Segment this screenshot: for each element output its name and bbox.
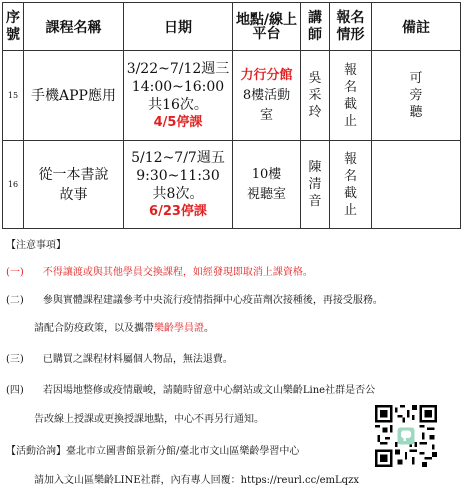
- date-range: 3/22~7/12週三: [126, 60, 230, 77]
- date-range: 5/12~7/7週五: [131, 149, 225, 166]
- note-2-continued: 請配合防疫政策，以及攜帶樂齡學員證。: [34, 323, 214, 334]
- table-header-row: [3, 3, 461, 51]
- suspension-note: 4/5停課: [153, 114, 203, 130]
- header-teacher: 講師: [301, 3, 330, 51]
- header-status: 報名情形: [330, 3, 372, 51]
- course-note: [372, 141, 461, 229]
- row-seq: 15: [3, 51, 24, 141]
- location-branch: 力行分館: [240, 67, 293, 83]
- header-note: 備註: [372, 3, 461, 51]
- course-date: [124, 51, 233, 141]
- course-name: 從一本書說 故事: [24, 141, 124, 229]
- header-location: 地點/線上平台: [233, 3, 301, 51]
- row-seq: 16: [3, 141, 24, 229]
- note-3: (三) 已購買之課程材料屬個人物品，無法退費。: [6, 354, 233, 365]
- date-count: 共8次。: [152, 185, 204, 202]
- course-teacher: 吳采玲: [301, 51, 330, 141]
- notes-heading: 【注意事項】: [6, 240, 66, 251]
- course-teacher: 陳清音: [301, 141, 330, 229]
- course-name: 手機APP應用: [24, 51, 124, 141]
- date-time: 9:30~11:30: [136, 167, 220, 184]
- header-date: 日期: [124, 3, 233, 51]
- course-status: 報名截止: [330, 51, 372, 141]
- location-room: 8樓活動室: [242, 87, 291, 123]
- course-location: 10樓 視聽室: [233, 141, 301, 229]
- course-location: [233, 51, 301, 141]
- contact-info: 【活動洽詢】臺北市立圖書館景新分館/臺北市文山區樂齡學習中心: [6, 446, 300, 457]
- course-table: [2, 2, 461, 229]
- table-row: [3, 51, 461, 141]
- course-note: 可旁聽: [372, 51, 461, 141]
- date-count: 共16次。: [148, 96, 208, 113]
- note-4-continued: 告改線上授課或更換授課地點，中心不再另行通知。: [34, 414, 264, 425]
- course-status: 報名截止: [330, 141, 372, 229]
- line-group-invite: 請加入文山區樂齡LINE社群，內有專人回覆：https://reurl.cc/emLqzx: [34, 475, 359, 486]
- course-date: [124, 141, 233, 229]
- header-seq: 序號: [3, 3, 24, 51]
- date-time: 14:00~16:00: [131, 78, 225, 95]
- line-qr-code[interactable]: [375, 405, 437, 467]
- suspension-note: 6/23停課: [149, 203, 207, 219]
- note-2: (二) 參與實體課程建議參考中央流行疫情指揮中心疫苗劑次接種後，再接受服務。: [6, 295, 383, 306]
- header-course-name: 課程名稱: [24, 3, 124, 51]
- table-row: [3, 141, 461, 229]
- note-4: (四) 若因場地整修或疫情嚴峻，請隨時留意中心網站或文山樂齡Line社群是否公: [6, 385, 376, 396]
- senior-card-text: 樂齡學員證: [154, 323, 204, 334]
- note-1: (一) 不得讓渡或與其他學員交換課程，如經發現即取消上課資格。: [6, 267, 313, 278]
